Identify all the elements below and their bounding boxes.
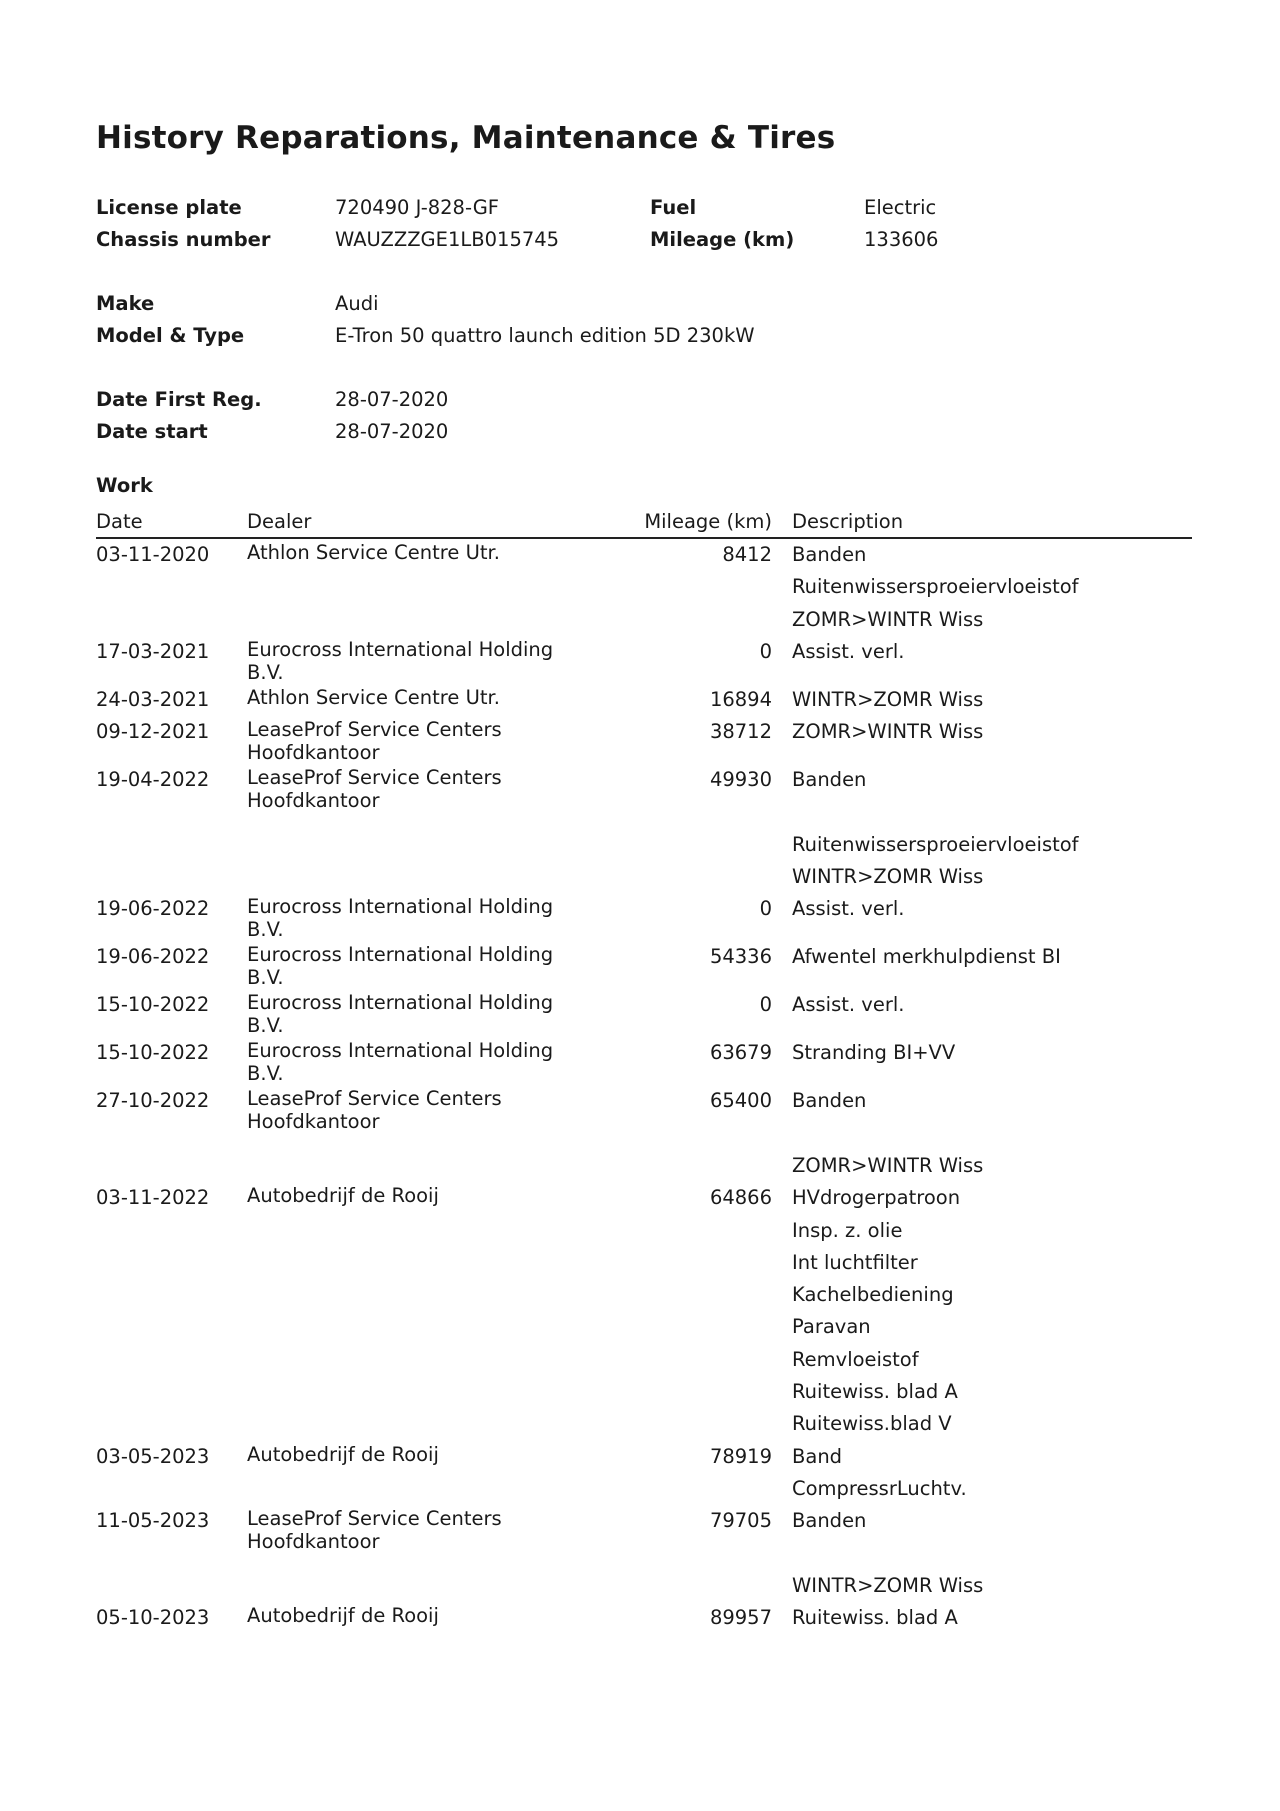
table-row xyxy=(96,941,1192,989)
work-table-header xyxy=(96,507,1192,538)
work-section-title: Work xyxy=(96,474,153,497)
description-line: WINTR>ZOMR Wiss xyxy=(792,865,984,889)
model-value: E-Tron 50 quattro launch edition 5D 230kW xyxy=(335,324,755,347)
row-mileage: 0 xyxy=(759,993,772,1017)
header-date: Date xyxy=(96,507,247,538)
row-dealer: LeaseProf Service Centers Hoofdkantoor xyxy=(247,766,502,813)
work-table xyxy=(96,507,1192,1634)
table-row xyxy=(96,1441,1192,1506)
row-dealer: LeaseProf Service Centers Hoofdkantoor xyxy=(247,1087,502,1134)
description-line xyxy=(792,1118,1192,1150)
row-mileage: 0 xyxy=(759,639,772,663)
row-mileage: 79705 xyxy=(709,1509,772,1533)
page-title: History Reparations, Maintenance & Tires xyxy=(96,120,836,156)
row-mileage: 64866 xyxy=(709,1186,772,1210)
row-dealer: Athlon Service Centre Utr. xyxy=(247,685,500,709)
description-line: WINTR>ZOMR Wiss xyxy=(792,687,984,711)
row-date: 19-06-2022 xyxy=(96,897,210,921)
table-row xyxy=(96,1602,1192,1634)
description-line: Ruitenwissersproeiervloeistof xyxy=(792,832,1079,856)
description-line: Insp. z. olie xyxy=(792,1218,903,1242)
table-row xyxy=(96,538,1192,636)
row-description xyxy=(792,1505,1192,1602)
description-line: Banden xyxy=(792,1509,867,1533)
row-dealer: Eurocross International Holding B.V. xyxy=(247,895,554,942)
row-mileage: 8412 xyxy=(722,543,772,566)
fuel-value: Electric xyxy=(864,196,937,219)
table-row xyxy=(96,684,1192,716)
row-mileage: 65400 xyxy=(709,1089,772,1113)
description-line: HVdrogerpatroon xyxy=(792,1186,961,1210)
row-date: 15-10-2022 xyxy=(96,993,210,1017)
description-line: ZOMR>WINTR Wiss xyxy=(792,607,984,631)
row-date: 19-06-2022 xyxy=(96,945,210,969)
license-plate-label: License plate xyxy=(96,196,242,219)
row-dealer: Autobedrijf de Rooij xyxy=(247,1604,439,1628)
row-description xyxy=(792,684,1192,716)
table-row xyxy=(96,1037,1192,1085)
model-label: Model & Type xyxy=(96,324,245,347)
description-line: WINTR>ZOMR Wiss xyxy=(792,1573,984,1597)
row-dealer: Eurocross International Holding B.V. xyxy=(247,943,554,990)
description-line: Afwentel merkhulpdienst BI xyxy=(792,945,1061,969)
row-description xyxy=(792,1182,1192,1440)
description-line xyxy=(792,796,1192,828)
description-line: Assist. verl. xyxy=(792,897,905,921)
row-description xyxy=(792,989,1192,1037)
row-date: 09-12-2021 xyxy=(96,720,210,744)
description-line xyxy=(792,1538,1192,1570)
description-line: Kachelbediening xyxy=(792,1283,954,1307)
row-mileage: 0 xyxy=(759,897,772,921)
date-start-value: 28-07-2020 xyxy=(335,420,449,443)
row-date: 27-10-2022 xyxy=(96,1089,210,1113)
row-date: 03-11-2022 xyxy=(96,1186,210,1210)
description-line: Remvloeistof xyxy=(792,1347,919,1371)
row-description xyxy=(792,1602,1192,1634)
row-mileage: 78919 xyxy=(709,1444,772,1468)
description-line: Ruitewiss. blad A xyxy=(792,1606,958,1630)
description-line: Banden xyxy=(792,543,867,566)
chassis-value: WAUZZZGE1LB015745 xyxy=(335,228,560,251)
row-date: 17-03-2021 xyxy=(96,639,210,663)
row-description xyxy=(792,893,1192,941)
chassis-label: Chassis number xyxy=(96,228,271,251)
row-description xyxy=(792,941,1192,989)
row-description xyxy=(792,1037,1192,1085)
row-description xyxy=(792,764,1192,893)
mileage-label: Mileage (km) xyxy=(650,228,795,251)
description-line: Banden xyxy=(792,1089,867,1113)
row-mileage: 89957 xyxy=(709,1606,772,1630)
vehicle-info xyxy=(96,196,1192,452)
document-page xyxy=(96,120,1192,1634)
row-mileage: 49930 xyxy=(709,768,772,792)
first-reg-value: 28-07-2020 xyxy=(335,388,449,411)
row-date: 05-10-2023 xyxy=(96,1606,210,1630)
row-description xyxy=(792,1441,1192,1506)
header-description: Description xyxy=(792,507,1192,538)
row-dealer: Autobedrijf de Rooij xyxy=(247,1442,439,1466)
date-start-label: Date start xyxy=(96,420,208,443)
description-line: Assist. verl. xyxy=(792,639,905,663)
license-plate-value: 720490 J-828-GF xyxy=(335,196,500,219)
row-dealer: LeaseProf Service Centers Hoofdkantoor xyxy=(247,1507,502,1554)
description-line: Ruitewiss.blad V xyxy=(792,1412,952,1436)
row-description xyxy=(792,1085,1192,1182)
first-reg-label: Date First Reg. xyxy=(96,388,262,411)
description-line: Banden xyxy=(792,768,867,792)
make-label: Make xyxy=(96,292,155,315)
row-description xyxy=(792,716,1192,764)
description-line: Ruitewiss. blad A xyxy=(792,1380,958,1404)
description-line: Paravan xyxy=(792,1315,871,1339)
description-line: Band xyxy=(792,1444,843,1468)
description-line: Int luchtfilter xyxy=(792,1250,918,1274)
make-value: Audi xyxy=(335,292,379,315)
row-dealer: Athlon Service Centre Utr. xyxy=(247,541,500,564)
row-date: 03-11-2020 xyxy=(96,543,210,566)
work-table-body xyxy=(96,538,1192,1634)
description-line: Ruitenwissersproeiervloeistof xyxy=(792,575,1079,599)
table-row xyxy=(96,636,1192,684)
row-date: 15-10-2022 xyxy=(96,1041,210,1065)
description-line: Stranding BI+VV xyxy=(792,1041,956,1065)
row-dealer: Autobedrijf de Rooij xyxy=(247,1184,439,1208)
description-line: Assist. verl. xyxy=(792,993,905,1017)
row-date: 11-05-2023 xyxy=(96,1509,210,1533)
row-mileage: 38712 xyxy=(709,720,772,744)
row-description xyxy=(792,636,1192,684)
row-dealer: Eurocross International Holding B.V. xyxy=(247,991,554,1038)
table-row xyxy=(96,893,1192,941)
description-line: CompressrLuchtv. xyxy=(792,1476,967,1500)
table-row xyxy=(96,1505,1192,1602)
row-mileage: 16894 xyxy=(709,687,772,711)
table-row xyxy=(96,989,1192,1037)
header-dealer: Dealer xyxy=(247,507,597,538)
description-line: ZOMR>WINTR Wiss xyxy=(792,1153,984,1177)
mileage-value: 133606 xyxy=(864,228,939,251)
table-row xyxy=(96,716,1192,764)
row-date: 19-04-2022 xyxy=(96,768,210,792)
row-mileage: 54336 xyxy=(709,945,772,969)
header-mileage: Mileage (km) xyxy=(597,507,792,538)
table-row xyxy=(96,1182,1192,1440)
table-row xyxy=(96,1085,1192,1182)
description-line: ZOMR>WINTR Wiss xyxy=(792,720,984,744)
fuel-label: Fuel xyxy=(650,196,697,219)
row-date: 24-03-2021 xyxy=(96,687,210,711)
table-row xyxy=(96,764,1192,893)
row-dealer: LeaseProf Service Centers Hoofdkantoor xyxy=(247,718,502,765)
row-dealer: Eurocross International Holding B.V. xyxy=(247,637,554,684)
row-description xyxy=(792,538,1192,636)
row-mileage: 63679 xyxy=(709,1041,772,1065)
row-date: 03-05-2023 xyxy=(96,1444,210,1468)
row-dealer: Eurocross International Holding B.V. xyxy=(247,1039,554,1086)
